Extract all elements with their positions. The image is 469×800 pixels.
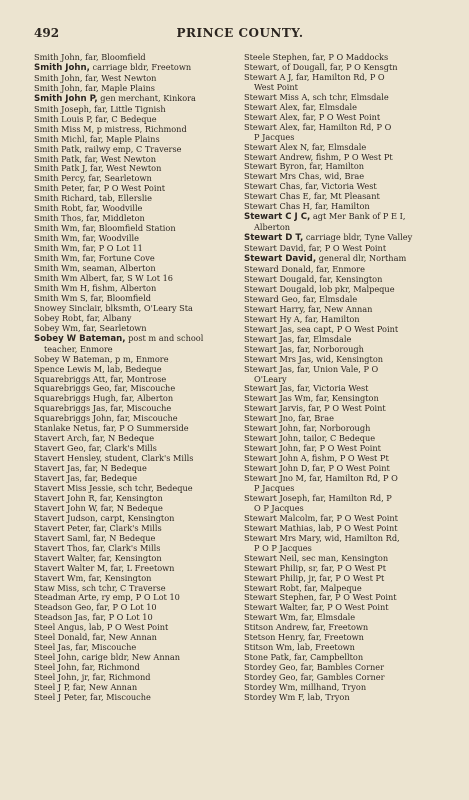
entry-text: Stetson Henry, far, Freetown [244,633,364,643]
entry-text: Stordey Geo, far, Gambles Corner [244,673,385,683]
directory-entry [34,564,248,574]
directory-entry [244,673,458,683]
entry-text: Steel J Peter, far, Miscouche [34,693,151,702]
entry-text: Stavert Jas, far, Bedeque [34,474,138,484]
entry-text: Stordey Wm F, lab, Tryon [244,693,350,702]
directory-entry [34,304,248,314]
directory-entry-continuation [244,504,458,514]
entry-text: Stewart A J, far, Hamilton Rd, P O [244,72,385,82]
entry-text: Steel J P, far, New Annan [34,683,138,693]
entry-text: Stordey Wm, millhand, Tryon [244,683,367,693]
directory-entry [244,683,458,693]
directory-entry [34,115,248,125]
directory-entry [34,274,248,284]
directory-entry [244,394,458,404]
entry-text: Stewart John, far, P O West Point [244,444,381,454]
entry-text: O P Jacques [254,503,304,513]
directory-entry [34,663,248,673]
entry-text: Stewart Andrew, fishm, P O West Pt [244,152,393,162]
entry-text: Steadman Arte, ry emp, P O Lot 10 [34,593,180,603]
entry-text: Smith Wm, far, P O Lot 11 [34,244,143,254]
directory-entry [34,593,248,603]
directory-entry [244,295,458,305]
entry-text: Squarebriggs Jas, far, Miscouche [34,404,172,414]
directory-entry [34,474,248,484]
entry-text: Stewart Malcolm, far, P O West Point [244,513,398,523]
directory-entry [244,603,458,613]
directory-entry-continuation [34,345,248,355]
entry-text: Stavert Hensley, student, Clark's Mills [34,454,194,464]
directory-entry [244,143,458,153]
entry-text: Smith Patk, far, West Newton [34,154,156,164]
entry-text: Smith Patk J, far, West Newton [34,164,162,174]
entry-text: Smith Joseph, far, Little Tignish [34,104,166,114]
directory-entry [34,155,248,165]
directory-entry [244,53,458,63]
entry-text: Stewart Jas, sea capt, P O West Point [244,324,399,334]
directory-entry [244,285,458,295]
entry-text: Stavert John W, far, N Bedeque [34,503,163,513]
entry-text: P Jacques [254,132,295,142]
entry-text: Stewart Jas, far, Union Vale, P O [244,364,379,374]
directory-entry [244,162,458,172]
directory-entry [34,444,248,454]
directory-entry [244,653,458,663]
entry-text: Stavert Peter, far, Clark's Mills [34,523,162,533]
entry-text: Squarebriggs John, far, Miscouche [34,414,178,424]
entry-text: Steel Angus, lab, P O West Point [34,623,169,633]
entry-text: Stewart Hy A, far, Hamilton [244,314,360,324]
page-number: 492 [34,26,60,40]
entry-text: Stewart Chas, far, Victoria West [244,182,377,192]
entry-text: Steadson Jas, far, P O Lot 10 [34,613,153,623]
entry-bold-name: Sobey W Bateman, [34,333,126,344]
entry-text: general dlr, Northam [316,254,407,264]
entry-text: Stewart Jno, far, Brae [244,414,334,424]
directory-entry [34,334,248,345]
entry-text: Stewart Harry, far, New Annan [244,304,373,314]
entry-text: Smith John, far, Maple Plains [34,83,155,93]
entry-text: Sobey Robt, far, Albany [34,313,132,323]
directory-entry [34,324,248,334]
entry-text: Stewart Mrs Jas, wid, Kensington [244,354,384,364]
directory-entry [34,384,248,394]
entry-text: Smith John, far, Bloomfield [34,53,146,62]
entry-text: Smith Miss M, p mistress, Richmond [34,124,187,134]
entry-text: Stewart Neil, sec man, Kensington [244,553,389,563]
entry-bold-name: Smith John, [34,62,90,73]
entry-text: Stavert Saml, far, N Bedeque [34,533,156,543]
directory-entry [34,394,248,404]
directory-entry [34,63,248,74]
directory-entry [34,524,248,534]
entry-text: Smith Louis P, far, C Bedeque [34,114,157,124]
directory-entry [244,444,458,454]
entry-text: Staw Miss, sch tchr, C Traverse [34,583,166,593]
directory-entry [244,494,458,504]
directory-entry [34,194,248,204]
directory-entry [244,404,458,414]
directory-entry [244,424,458,434]
directory-entry [34,434,248,444]
entry-text: Stewart Joseph, far, Hamilton Rd, P [244,493,392,503]
entry-text: Smith Wm Albert, far, S W Lot 16 [34,273,174,283]
entry-text: Smith Thos, far, Middleton [34,214,145,224]
entry-text: Stewart John, tailor, C Bedeque [244,434,376,444]
directory-entry [34,53,248,63]
directory-entry [244,584,458,594]
directory-entry [244,365,458,375]
entry-text: Stewart Wm, far, Elmsdale [244,613,356,623]
directory-entry [34,125,248,135]
entry-text: carriage bldr, Tyne Valley [303,233,413,243]
entry-text: Stewart Dougald, far, Kensington [244,274,383,284]
entry-text: Smith Wm, seaman, Alberton [34,264,156,274]
entry-text: Steward Donald, far, Enmore [244,265,365,275]
directory-entry [34,653,248,663]
entry-text: Stavert Geo, far, Clark's Mills [34,444,157,454]
directory-entry [244,93,458,103]
directory-entry [34,633,248,643]
directory-entry [244,244,458,254]
entry-text: Stitson Wm, lab, Freetown [244,643,355,653]
entry-text: Stewart, of Dougall, far, P O Kensgtn [244,62,398,72]
directory-entry [34,204,248,214]
directory-entry [34,554,248,564]
entry-text: Smith Wm, far, Fortune Cove [34,254,155,264]
directory-entry [34,484,248,494]
directory-entry [34,414,248,424]
directory-entry [244,574,458,584]
directory-entry [244,345,458,355]
directory-entry [34,514,248,524]
entry-text: Stavert Wm, far, Kensington [34,573,152,583]
directory-entry [244,153,458,163]
directory-entry-continuation [244,133,458,143]
entry-text: Stewart David, far, P O West Point [244,244,387,254]
entry-text: Steel Jas, far, Miscouche [34,643,137,653]
directory-entry [244,514,458,524]
directory-entry [244,633,458,643]
entry-text: Stewart Alex, far, Hamilton Rd, P O [244,122,392,132]
directory-entry [34,534,248,544]
directory-entry [244,182,458,192]
entry-text: Stewart Jas, far, Elmsdale [244,334,352,344]
directory-entry [244,265,458,275]
directory-entry [34,693,248,703]
entry-bold-name: Stewart D T, [244,233,304,244]
directory-entry [34,623,248,633]
entry-text: Stavert Walter M, far, L Freetown [34,563,175,573]
entry-text: Stewart Jas, far, Victoria West [244,384,369,394]
directory-entry [34,264,248,274]
entry-text: Stewart Mrs Chas, wid, Brae [244,172,365,182]
entry-text: Stavert Walter, far, Kensington [34,553,162,563]
entry-text: Stewart Alex N, far, Elmsdale [244,142,367,152]
entry-text: Steward Geo, far, Elmsdale [244,294,358,304]
entry-text: Smith Wm S, far, Bloomfield [34,293,152,303]
entry-text: Squarebriggs Att, far, Montrose [34,374,167,384]
directory-entry [34,464,248,474]
directory-entry [34,673,248,683]
directory-entry [34,184,248,194]
directory-entry [244,123,458,133]
directory-entry [34,174,248,184]
entry-text: Stewart Jas, far, Norborough [244,344,364,354]
directory-entry [244,524,458,534]
entry-text: Smith John, far, West Newton [34,73,157,83]
entry-text: Smith Patk, railwy emp, C Traverse [34,144,182,154]
directory-entry-continuation [244,375,458,385]
entry-text: Smith Percy, far, Searletown [34,174,152,184]
entry-text: teacher, Enmore [44,344,113,354]
entry-text: Stavert John R, far, Kensington [34,493,163,503]
directory-entry [34,544,248,554]
directory-entry [34,135,248,145]
entry-text: Stone Patk, far, Campbellton [244,653,364,663]
directory-entry [34,164,248,174]
directory-entry [34,584,248,594]
entry-text: Stewart Philip, sr, far, P O West Pt [244,563,386,573]
directory-entry [34,504,248,514]
right-column [244,53,458,703]
directory-entry [244,454,458,464]
directory-entry [244,103,458,113]
directory-entry [34,294,248,304]
entry-text: Steel John, carige bldr, New Annan [34,653,181,663]
directory-entry-continuation [244,544,458,554]
entry-text: O'Leary [254,374,287,384]
entry-text: Squarebriggs Hugh, far, Alberton [34,394,174,404]
directory-entry [244,172,458,182]
entry-text: Alberton [254,223,291,233]
directory-entry [34,284,248,294]
directory-entry [244,325,458,335]
left-column [34,53,248,703]
directory-entry [244,564,458,574]
directory-entry [34,74,248,84]
entry-text: Stewart John, far, Norborough [244,424,371,434]
directory-entry [34,643,248,653]
directory-entry [244,192,458,202]
directory-entry [34,224,248,234]
directory-entry [34,683,248,693]
entry-text: P O P Jacques [254,543,312,553]
entry-text: Stewart Mathias, lab, P O West Point [244,523,398,533]
entry-text: Sobey Wm, far, Searletown [34,323,147,333]
directory-entry [34,365,248,375]
entry-text: Steel Donald, far, New Annan [34,633,157,643]
entry-text: Stavert Thos, far, Clark's Mills [34,543,161,553]
directory-entry [34,454,248,464]
directory-entry [34,424,248,434]
directory-entry [244,414,458,424]
directory-entry [34,84,248,94]
entry-text: Smith Wm H, fishm, Alberton [34,283,157,293]
directory-entry [244,73,458,83]
directory-entry [244,643,458,653]
entry-text: Smith Richard, tab, Ellerslie [34,194,152,204]
directory-entry [34,574,248,584]
entry-text: Stewart Robt, far, Malpeque [244,583,362,593]
entry-bold-name: Stewart David, [244,254,317,265]
entry-text: Stewart Chas E, far, Mt Pleasant [244,192,380,202]
entry-text: Steel John, jr, far, Richmond [34,673,151,683]
directory-entry [34,254,248,264]
entry-text: Snowey Sinclair, blksmth, O'Leary Sta [34,303,193,313]
entry-text: Stewart Walter, far, P O West Point [244,603,389,613]
entry-text: Stitson Andrew, far, Freetown [244,623,369,633]
directory-entry [34,234,248,244]
entry-text: Stewart Stephen, far, P O West Point [244,593,397,603]
entry-text: gen merchant, Kinkora [97,93,196,103]
entry-text: Stewart Miss A, sch tchr, Elmsdale [244,92,389,102]
entry-text: Sobey W Bateman, p m, Enmore [34,354,169,364]
entry-text: West Point [254,82,298,92]
directory-entry [244,275,458,285]
directory-entry [244,464,458,474]
entry-text: P Jacques [254,483,295,493]
entry-text: Smith Wm, far, Bloomfield Station [34,224,176,234]
directory-entry [34,375,248,385]
entry-text: Steele Stephen, far, P O Maddocks [244,53,389,62]
entry-text: Smith Robt, far, Woodville [34,204,143,214]
directory-entry [34,355,248,365]
entry-text: Stewart Mrs Mary, wid, Hamilton Rd, [244,533,400,543]
entry-bold-name: Stewart C J C, [244,212,311,223]
entry-text: Stewart Jas Wm, far, Kensington [244,394,379,404]
directory-entry [244,434,458,444]
directory-entry-continuation [244,223,458,233]
page-header [34,26,446,42]
directory-entry [244,335,458,345]
entry-text: Smith Michl, far, Maple Plains [34,134,160,144]
entry-text: Stewart John D, far, P O West Point [244,464,390,474]
page-title: PRINCE COUNTY. [176,26,304,40]
directory-entry [34,244,248,254]
directory-entry [244,554,458,564]
directory-entry [244,693,458,703]
directory-entry [244,63,458,73]
entry-text: Squarebriggs Geo, far, Miscouche [34,384,176,394]
directory-entry [244,254,458,265]
directory-entry-continuation [244,83,458,93]
directory-entry [34,404,248,414]
directory-entry [34,105,248,115]
entry-text: Stanlake Netus, far, P O Summerside [34,424,189,434]
entry-bold-name: Smith John P, [34,93,98,104]
directory-entry [244,233,458,244]
directory-entry [34,603,248,613]
entry-text: Stewart Byron, far, Hamilton [244,162,365,172]
directory-entry [244,113,458,123]
directory-entry [244,663,458,673]
directory-entry [244,202,458,212]
entry-text: Stewart Jarvis, far, P O West Point [244,404,386,414]
entry-text: Stordey Geo, far, Bambles Corner [244,663,385,673]
entry-text: Stavert Miss Jessie, sch tchr, Bedeque [34,483,193,493]
entry-text: Stavert Jas, far, N Bedeque [34,464,147,474]
entry-text: post m and school [125,333,204,343]
entry-text: Stewart Jno M, far, Hamilton Rd, P O [244,474,398,484]
directory-entry [244,212,458,223]
entry-text: Stewart Alex, far, Elmsdale [244,102,357,112]
entry-text: Steadson Geo, far, P O Lot 10 [34,603,157,613]
directory-entry [244,623,458,633]
entry-text: Steel John, far, Richmond [34,663,140,673]
entry-text: Stavert Arch, far, N Bedeque [34,434,155,444]
directory-entry [34,314,248,324]
directory-entry [34,145,248,155]
entry-text: Smith Peter, far, P O West Point [34,184,166,194]
directory-entry [34,494,248,504]
directory-entry [244,613,458,623]
entry-text: Spence Lewis M, lab, Bedeque [34,364,162,374]
directory-entry [244,384,458,394]
directory-entry [34,214,248,224]
entry-text: Stewart Philip, jr, far, P O West Pt [244,573,385,583]
directory-entry [244,315,458,325]
directory-entry [244,305,458,315]
entry-text: Stewart Dougald, lob pkr, Malpeque [244,284,395,294]
directory-entry [244,593,458,603]
directory-entry [34,94,248,105]
directory-entry [244,534,458,544]
entry-text: Smith Wm, far, Woodville [34,234,139,244]
entry-text: Stavert Judson, carpt, Kensington [34,513,175,523]
entry-text: Stewart John A, fishm, P O West Pt [244,454,389,464]
directory-entry [244,474,458,484]
directory-entry [34,613,248,623]
directory-entry-continuation [244,484,458,494]
entry-text: Stewart Alex, far, P O West Point [244,112,381,122]
entry-text: carriage bldr, Freetown [89,62,192,72]
entry-text: Stewart Chas H, far, Hamilton [244,202,370,212]
directory-entry [244,355,458,365]
entry-text: agt Mer Bank of P E I, [310,212,406,222]
